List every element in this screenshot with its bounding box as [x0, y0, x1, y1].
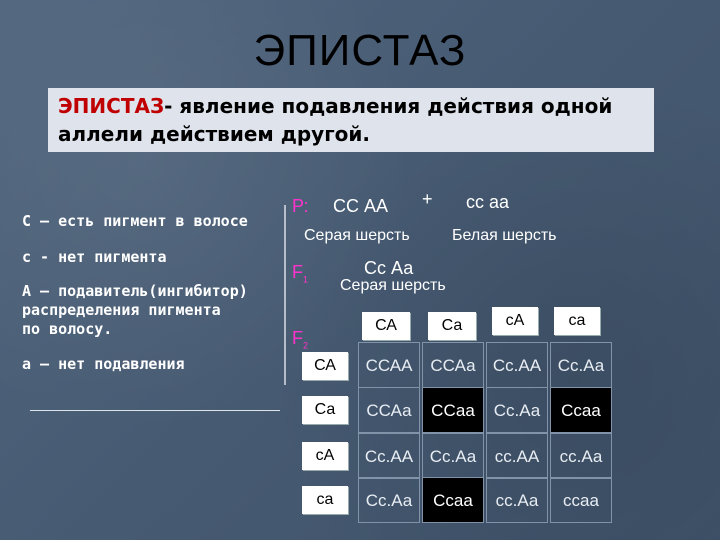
punnett-cell: Сс.Аа [422, 433, 484, 479]
punnett-cell: ссаа [550, 477, 612, 523]
gamete-header-CA: СА [362, 312, 410, 340]
gamete-header-ca: са [554, 307, 600, 335]
punnett-cell: Сс.Аа [550, 342, 612, 388]
cross-plus: + [422, 189, 433, 209]
parent1-phenotype: Серая шерсть [304, 227, 410, 244]
parent2-genotype: сс аа [466, 192, 510, 212]
legend-no-suppression: а – нет подавления [22, 355, 185, 373]
parent2-phenotype: Белая шерсть [452, 227, 557, 244]
punnett-cell: Сс.АА [358, 433, 420, 479]
gamete-row-cA: сА [302, 442, 348, 470]
punnett-cell: ССАА [358, 342, 420, 388]
punnett-cell: Сс.Аа [358, 477, 420, 523]
punnett-cell: Ссаа [550, 387, 612, 433]
f2-subscript: 2 [303, 340, 309, 351]
punnett-cell: Сс.Аа [486, 387, 548, 433]
gamete-header-cA: сА [492, 307, 538, 335]
definition-keyword: ЭПИСТАЗ [58, 94, 165, 118]
definition-box [48, 88, 654, 152]
gamete-row-ca: са [302, 486, 348, 514]
legend-pigment: С – есть пигмент в волосе [22, 212, 248, 230]
punnett-cell: ССаа [422, 387, 484, 433]
f1-subscript: 1 [303, 274, 309, 285]
punnett-cell: Ссаа [422, 477, 484, 523]
legend-inhibitor-1: А – подавитель(ингибитор) [22, 282, 248, 300]
p-label: Р: [292, 196, 309, 216]
legend-inhibitor-2: распределения пигмента [22, 301, 221, 319]
legend-inhibitor-3: по волосу. [22, 320, 113, 338]
definition-line-2: аллели действием другой. [58, 122, 371, 146]
punnett-cell: сс.Аа [550, 433, 612, 479]
f1-genotype: Сс Аа [364, 258, 414, 278]
f1-phenotype: Серая шерсть [340, 277, 446, 294]
legend-no-pigment: с - нет пигмента [22, 248, 167, 266]
gamete-row-Ca: Са [302, 396, 348, 424]
slide-title: ЭПИСТАЗ [253, 26, 467, 75]
f2-label: $F_2$ [292, 328, 309, 351]
vertical-divider [284, 205, 286, 385]
parent1-genotype: СС АА [333, 196, 389, 216]
divider-line [30, 410, 280, 411]
punnett-cell: сс.АА [486, 433, 548, 479]
punnett-cell: ССАа [358, 387, 420, 433]
definition-text-1: - явление подавления действия одной [164, 94, 613, 118]
definition-line-1 [58, 92, 644, 120]
punnett-cell: Сс.АА [486, 342, 548, 388]
f1-label: $F_1$ [292, 262, 309, 285]
gamete-header-Ca: Са [428, 312, 476, 340]
gamete-row-CA: СА [302, 352, 348, 380]
punnett-cell: ССАа [422, 342, 484, 388]
punnett-cell: сс.Аа [486, 477, 548, 523]
